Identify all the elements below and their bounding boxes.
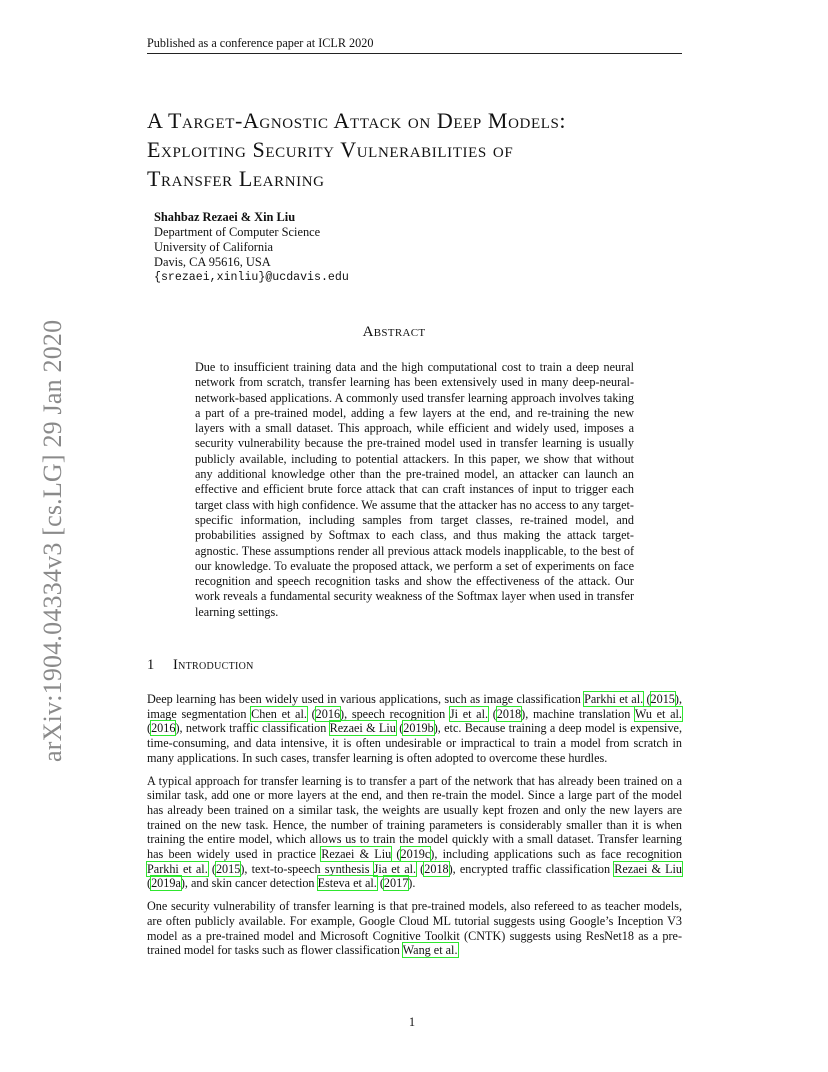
paragraph-text: ( — [488, 706, 497, 721]
citation-link[interactable]: 2019a — [151, 876, 181, 891]
title-line-3: Transfer Learning — [147, 166, 325, 191]
abstract-text: Due to insufficient training data and the high computational cost to train a deep neural network from scratch, transfer learning has been extensively used in many deep-neural-network-based applications. A commonly used transfer learning approach involves taking a part of a pre-trained model, adding a few layers at the end, and re-training the new layers with a small dataset. This approach, while efficient and widely used, imposes a security vulnerability because the pre-trained model used in transfer learning is usually publicly available, including to potential attackers. In this paper, we show that without any additional knowledge other than the pre-trained model, an attacker can launch an effective and efficient brute force attack that can craft instances of input to trigger each target class with high confidence. We assume that the attacker has no access to any target-specific information, including samples from target classes, re-trained model, and probabilities assigned by Softmax to each class, and thus making the attack target-agnostic. These assumptions render all previous attack models inapplicable, to the best of our knowledge. To evaluate the proposed attack, we perform a set of experiments on face recognition and speech recognition tasks and show the effectiveness of the attack. Our work reveals a fundamental security weakness of the Softmax layer when used in transfer learning settings. — [195, 360, 634, 619]
citation-link[interactable]: Parkhi et al. — [584, 692, 644, 706]
paragraph-text: ( — [147, 721, 152, 736]
citation-link[interactable]: 2018 — [424, 861, 449, 876]
paragraph — [147, 692, 682, 766]
paragraph-text: ( — [416, 861, 425, 876]
citation-link[interactable]: 2015 — [215, 861, 241, 876]
intro-body — [147, 692, 682, 966]
author-address: Davis, CA 95616, USA — [154, 255, 271, 269]
paragraph — [147, 899, 682, 958]
paragraph-text: A typical approach for transfer learning is to transfer a part of the network that has already been trained on a similar task, add one or more layers at the end, and then re-train the model. Since a large part of the model has already been trained on a similar task, the weights are usually kept frozen and only the new layers are trained on the new task. Hence, the number of training parameters is considerably smaller than it is when training the entire model, which allows us to train the model quickly with a small dataset. Transfer learning has been widely used in practice — [147, 773, 682, 862]
author-department: Department of Computer Science — [154, 225, 321, 239]
paragraph-text: ), encrypted traffic classification — [448, 861, 615, 876]
running-header: Published as a conference paper at ICLR 2020 — [147, 36, 374, 50]
author-block — [154, 210, 349, 285]
paragraph-text: ), including applications such as face recognition — [430, 847, 682, 862]
paragraph-text: ( — [376, 876, 384, 891]
citation-link[interactable]: Rezaei & Liu — [321, 847, 392, 862]
title-line-2: Exploiting Security Vulnerabilities of — [147, 137, 514, 162]
paragraph-text: ( — [643, 692, 651, 706]
author-email[interactable]: {srezaei,xinliu}@ucdavis.edu — [154, 271, 349, 284]
paper-title — [147, 106, 687, 193]
paragraph-text: ), network traffic classification — [175, 721, 330, 736]
paragraph-text: ), text-to-speech synthesis — [240, 861, 374, 876]
paragraph-text: ( — [147, 876, 152, 891]
citation-link[interactable]: Chen et al. — [251, 706, 307, 721]
citation-link[interactable]: Rezaei & Liu — [329, 721, 396, 736]
citation-link[interactable]: Rezaei & Liu — [614, 861, 683, 876]
paragraph-text: ), speech recognition — [340, 706, 450, 721]
page-number: 1 — [408, 1015, 416, 1029]
paragraph-text: ( — [207, 861, 216, 876]
citation-link[interactable]: 2016 — [151, 721, 176, 736]
citation-link[interactable]: Parkhi et al. — [147, 861, 208, 876]
paragraph-text: ), and skin cancer detection — [180, 876, 318, 891]
paragraph — [147, 774, 682, 892]
paragraph-text: ), etc. Because training a deep model is expensive, time-consuming, and data intensive, it is often undesirable or impractical to train a model from scratch in many applications. In such cases, transfer learning is often adopted to overcome these hurdles. — [147, 721, 682, 765]
paragraph-text: ( — [395, 721, 404, 736]
author-names: Shahbaz Rezaei & Xin Liu — [154, 210, 296, 224]
paragraph-text: One security vulnerability of transfer learning is that pre-trained models, also refereed to as teacher models, are often publicly available. For example, Google Cloud ML tutorial suggests using Google’s Inception V3 model as a pre-trained model and Microsoft Cognitive Toolkit (CNTK) suggests using ResNet18 as a pre-trained model for tasks such as flower classification — [147, 899, 682, 958]
section-title-text: Introduction — [173, 657, 254, 673]
section-number: 1 — [147, 657, 155, 673]
citation-link[interactable]: Wang et al. — [402, 943, 458, 958]
title-line-1: A Target-Agnostic Attack on Deep Models: — [147, 108, 567, 133]
citation-link[interactable]: 2017 — [383, 876, 409, 891]
citation-link[interactable]: Ji et al. — [449, 706, 489, 721]
citation-link[interactable]: 2019b — [403, 721, 434, 736]
citation-link[interactable]: 2016 — [315, 706, 341, 721]
citation-link[interactable]: 2015 — [650, 692, 675, 706]
citation-link[interactable]: 2018 — [496, 706, 522, 721]
citation-link[interactable]: Wu et al. — [634, 706, 682, 721]
citation-link[interactable]: Jia et al. — [373, 861, 417, 876]
paragraph-text: ), image segmentation — [147, 692, 682, 721]
author-university: University of California — [154, 240, 274, 254]
arxiv-stamp[interactable]: arXiv:1904.04334v3 [cs.LG] 29 Jan 2020 — [38, 319, 67, 762]
paragraph-text: ( — [306, 706, 316, 721]
paragraph-text: ), machine translation — [521, 706, 635, 721]
paragraph-text: ). — [408, 876, 416, 891]
header-rule — [147, 53, 682, 54]
abstract-heading: Abstract — [362, 324, 426, 340]
citation-link[interactable]: 2019c — [400, 847, 431, 862]
citation-link[interactable]: Esteva et al. — [317, 876, 377, 891]
section-heading — [147, 657, 254, 674]
paragraph-text: Deep learning has been widely used in various applications, such as image classification — [147, 692, 585, 706]
paragraph-text: ( — [391, 847, 401, 862]
